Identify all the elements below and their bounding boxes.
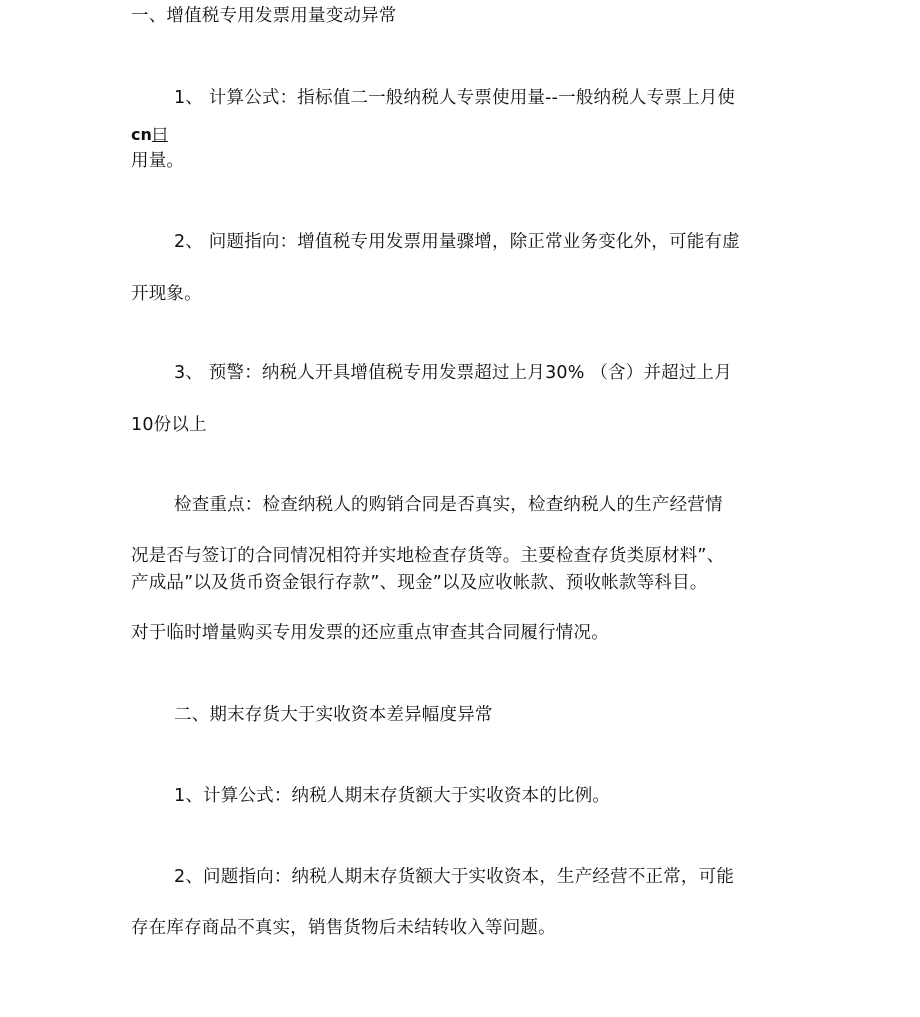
section2-item2-line1: 2、问题指向：纳税人期末存货额大于实收资本，生产经营不正常，可能 xyxy=(174,867,735,887)
section2-item1-line1: 1、计算公式：纳税人期末存货额大于实收资本的比例。 xyxy=(174,786,611,806)
section1-item1-line1: 1、 计算公式：指标值二一般纳税人专票使用量--一般纳税人专票上月使 xyxy=(174,88,736,108)
section1-item3-line1: 3、 预警：纳税人开具增值税专用发票超过上月30% （含）并超过上月 xyxy=(174,363,732,383)
section1-focus-line4: 对于临时增量购买专用发票的还应重点审查其合同履行情况。 xyxy=(131,623,609,643)
formula-fraction-mark xyxy=(131,126,168,144)
section1-focus-line1: 检查重点：检查纳税人的购销合同是否真实，检查纳税人的生产经营情 xyxy=(174,495,723,515)
section1-item2-line2: 开现象。 xyxy=(131,284,202,304)
section2-heading: 二、期末存货大于实收资本差异幅度异常 xyxy=(174,705,493,725)
section2-item2-line2: 存在库存商品不真实，销售货物后未结转收入等问题。 xyxy=(131,918,556,938)
section1-item1-line2: 用量。 xyxy=(131,151,185,171)
section1-heading: 一、增值税专用发票用量变动异常 xyxy=(131,6,397,26)
section1-item3-line2: 10份以上 xyxy=(131,415,207,435)
section1-focus-line3: 产成品”以及货币资金银行存款”、现金”以及应收帐款、预收帐款等科目。 xyxy=(131,573,708,593)
fraction-denominator: 曰 xyxy=(151,125,168,144)
section1-item2-line1: 2、 问题指向：增值税专用发票用量骤增，除正常业务变化外，可能有虚 xyxy=(174,232,740,252)
fraction-numerator: cn xyxy=(131,125,152,144)
section1-focus-line2: 况是否与签订的合同情况相符并实地检查存货等。主要检查存货类原材料”、 xyxy=(131,546,725,566)
